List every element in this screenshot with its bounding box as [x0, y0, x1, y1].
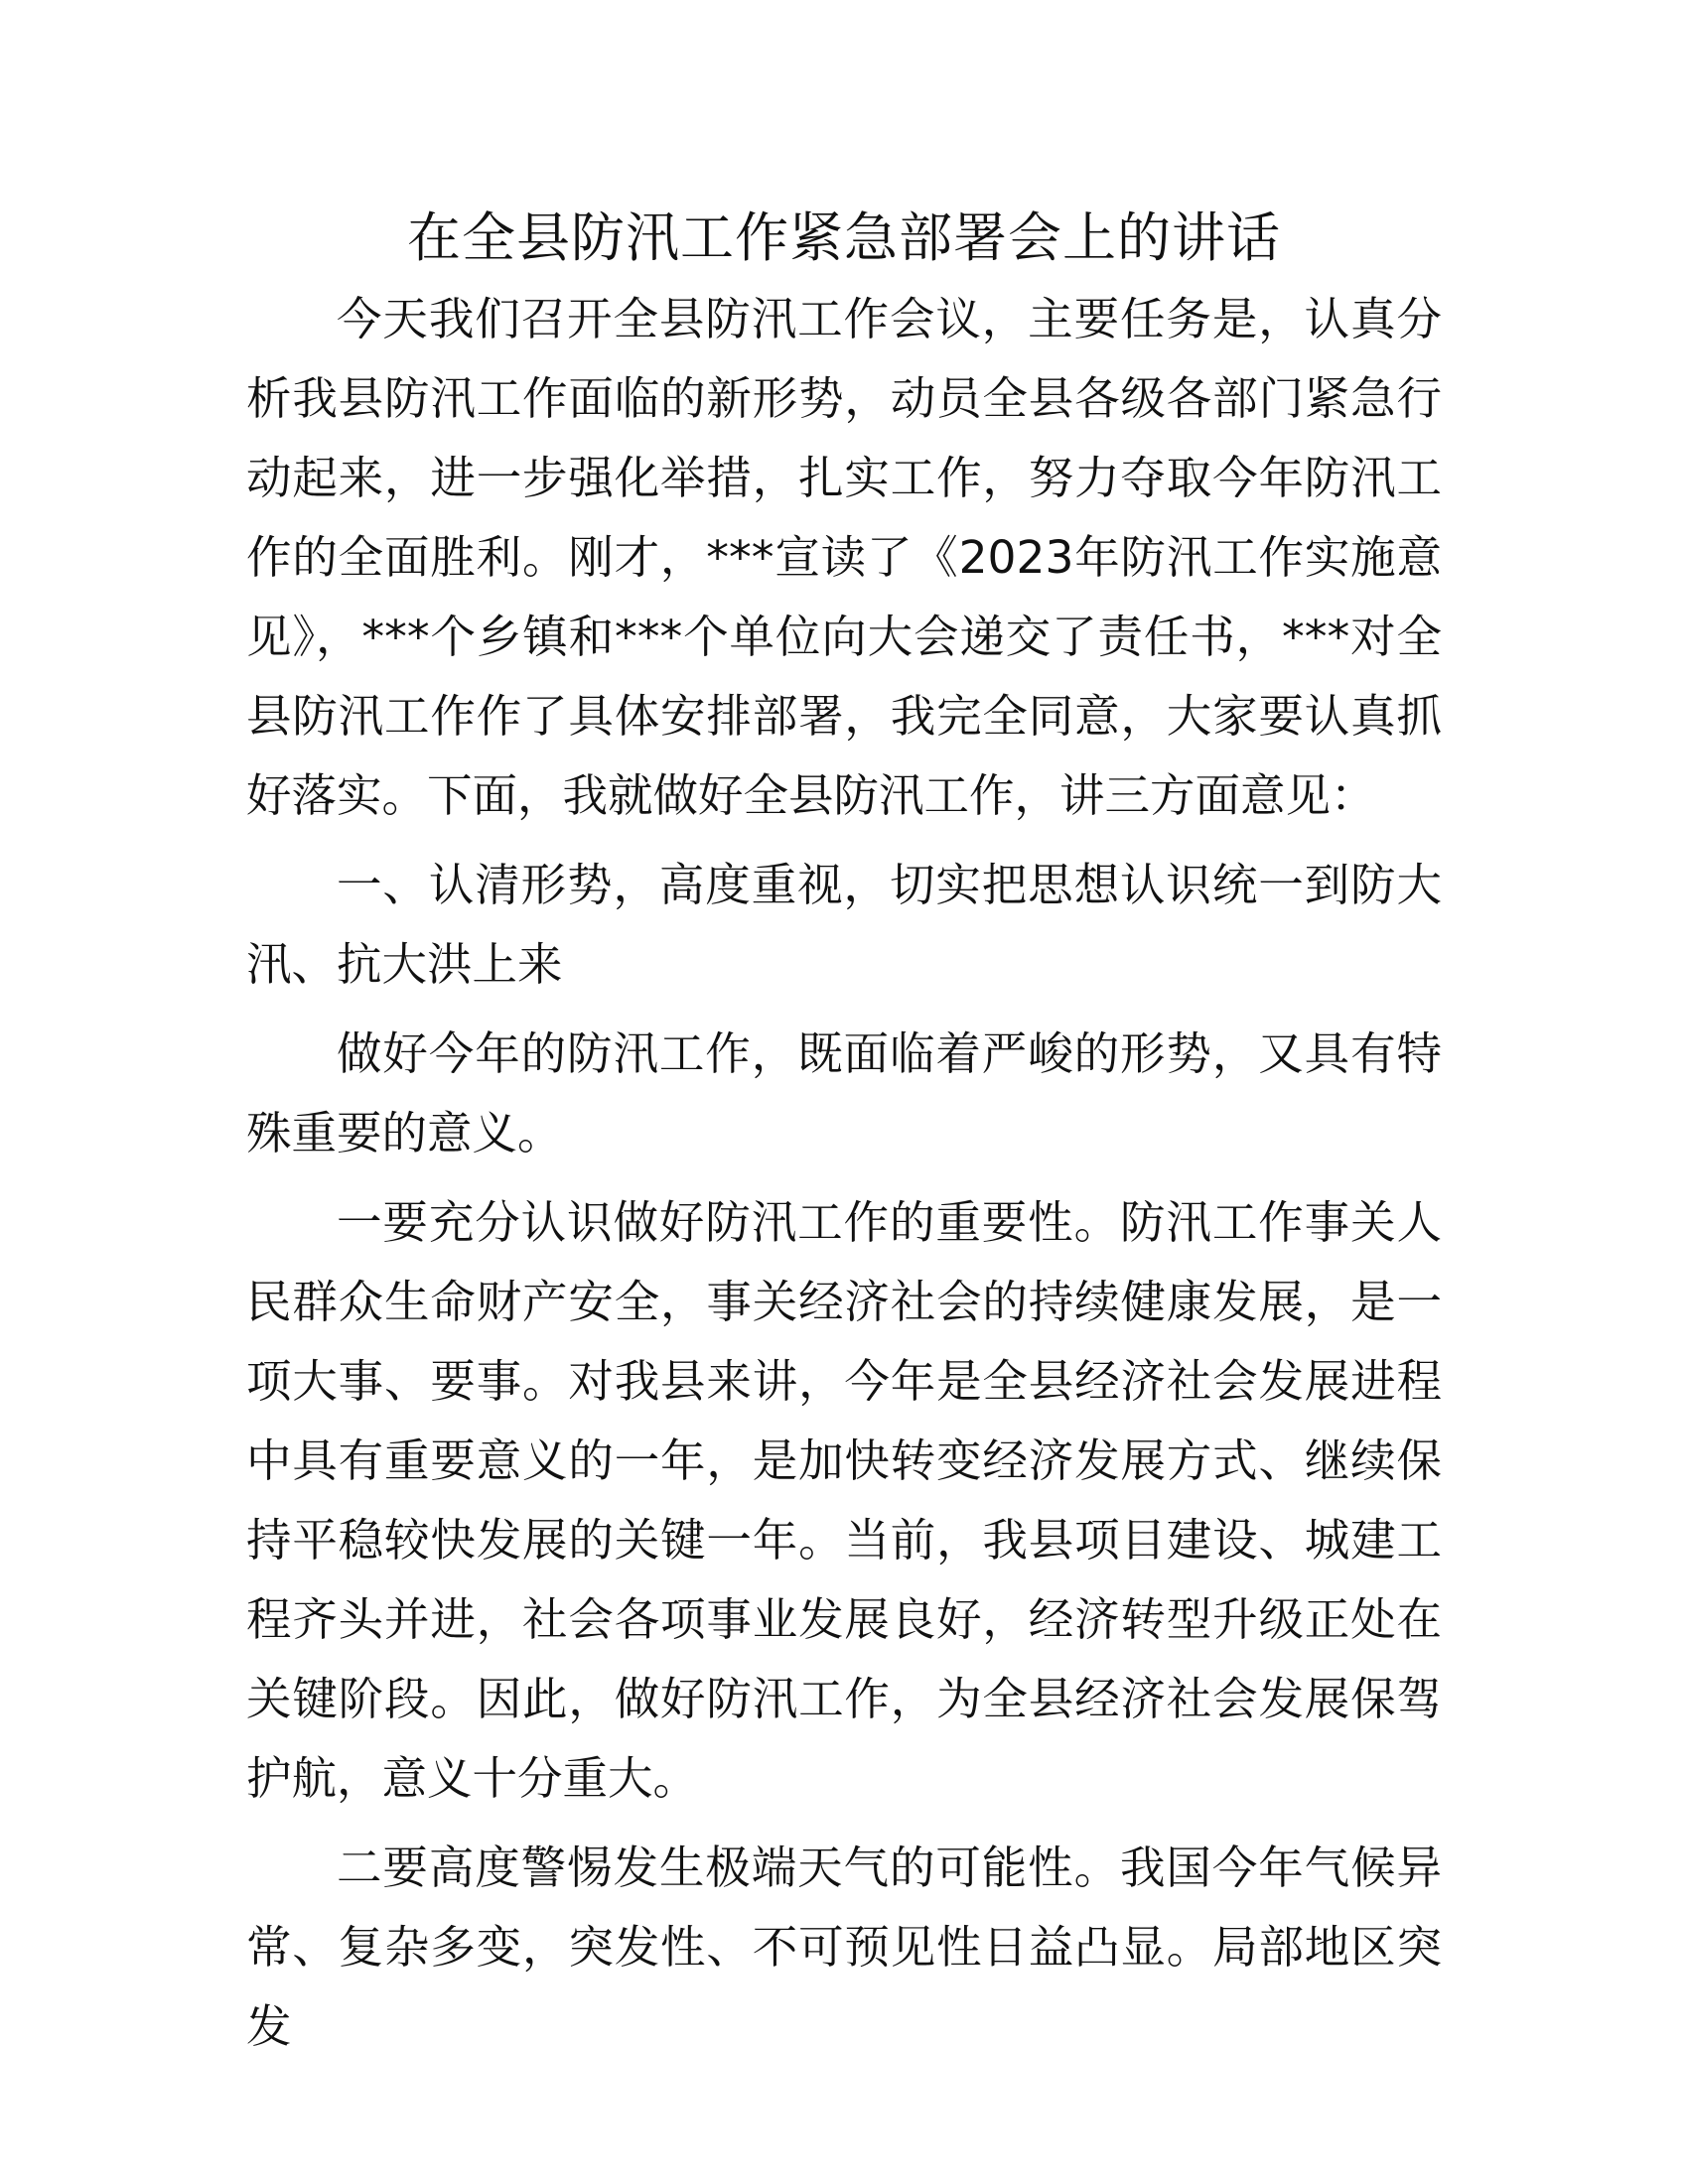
paragraph-situation: 做好今年的防汛工作，既面临着严峻的形势，又具有特殊重要的意义。: [246, 1027, 1442, 1160]
document-body: [246, 199, 1442, 2077]
paragraph-opening: 今天我们召开全县防汛工作会议，主要任务是，认真分析我县防汛工作面临的新形势，动员全县各级各部门紧急行动起来，进一步强化举措，扎实工作，努力夺取今年防汛工作的全面胜利。刚才，***宣读了《2023年防汛工作实施意见》，***个乡镇和***个单位向大会递交了责任书，***对全县防汛工作作了具体安排部署，我完全同意，大家要认真抓好落实。下面，我就做好全县防汛工作，讲三方面意见：: [246, 293, 1442, 822]
paragraph-importance: 一要充分认识做好防汛工作的重要性。防汛工作事关人民群众生命财产安全，事关经济社会的持续健康发展，是一项大事、要事。对我县来讲，今年是全县经济社会发展进程中具有重要意义的一年，是加快转变经济发展方式、继续保持平稳较快发展的关键一年。当前，我县项目建设、城建工程齐头并进，社会各项事业发展良好，经济转型升级正处在关键阶段。因此，做好防汛工作，为全县经济社会发展保驾护航，意义十分重大。: [246, 1196, 1442, 1805]
paragraph-extreme-weather: 二要高度警惕发生极端天气的可能性。我国今年气候异常、复杂多变，突发性、不可预见性日益凸显。局部地区突发: [246, 1842, 1442, 2053]
section-heading-1: 一、认清形势，高度重视，切实把思想认识统一到防大汛、抗大洪上来: [246, 859, 1442, 991]
document-title: 在全县防汛工作紧急部署会上的讲话: [407, 206, 1281, 269]
